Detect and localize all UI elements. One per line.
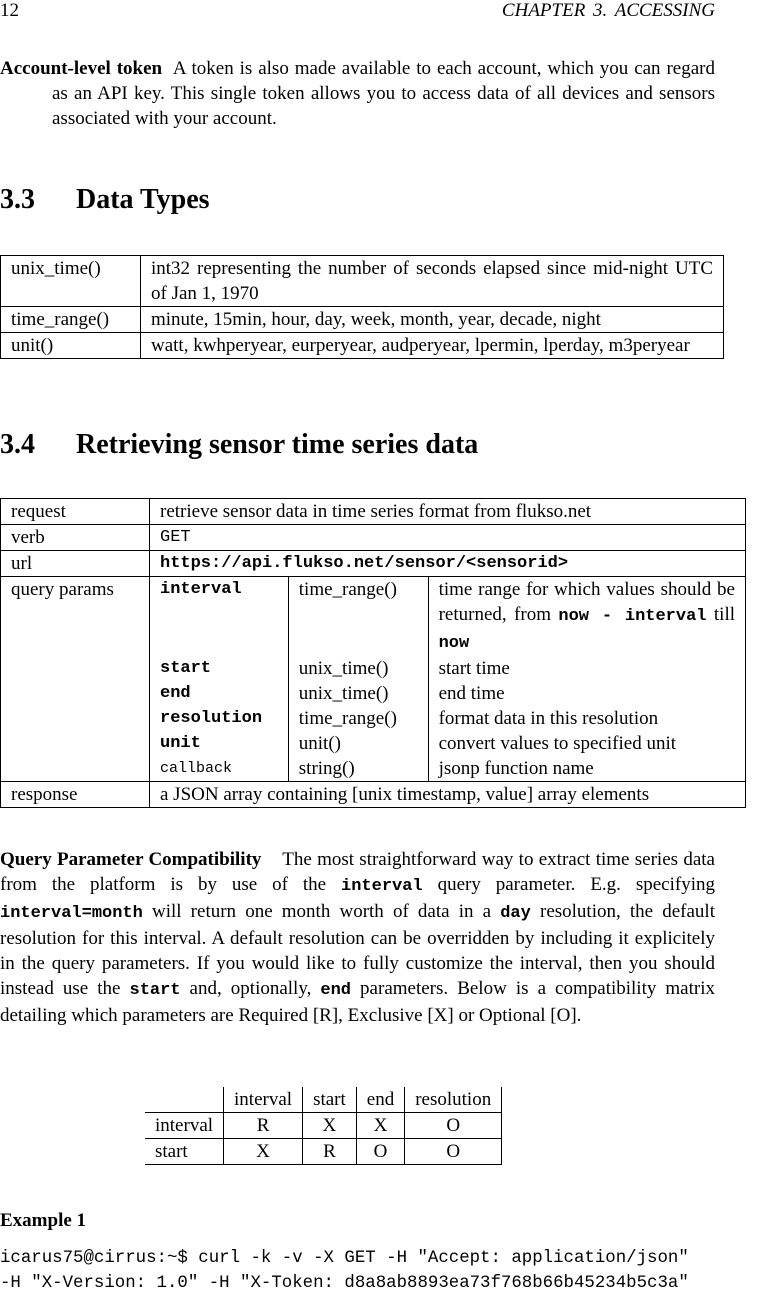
params-table <box>150 577 745 781</box>
matrix-header-row <box>145 1087 502 1113</box>
type-description: minute, 15min, hour, day, week, month, year, decade, night <box>141 307 724 333</box>
param-type: time_range() <box>288 706 428 731</box>
param-name: end <box>150 681 288 706</box>
section-heading-3-3 <box>0 184 210 216</box>
param-name: resolution <box>150 706 288 731</box>
section-title: Data Types <box>76 184 210 215</box>
inline-code: start <box>129 981 181 1000</box>
matrix-corner <box>145 1087 224 1113</box>
param-description <box>428 756 745 781</box>
param-row <box>150 681 745 706</box>
matrix-row-label: start <box>145 1139 224 1165</box>
text-segment: till <box>706 604 736 625</box>
matrix-cell: X <box>356 1113 404 1139</box>
inline-code: interval=month <box>0 904 143 923</box>
compatibility-matrix <box>145 1087 502 1165</box>
table-row <box>1 256 724 307</box>
param-type: string() <box>288 756 428 781</box>
running-header: CHAPTER 3. ACCESSING <box>501 0 715 21</box>
type-description: int32 representing the number of seconds elapsed since mid-night UTC of Jan 1, 1970 <box>141 256 724 307</box>
page-number: 12 <box>0 0 19 21</box>
matrix-cell: O <box>405 1113 502 1139</box>
response-value: a JSON array containing [unix timestamp, value] array elements <box>150 782 746 808</box>
matrix-cell: R <box>303 1139 357 1165</box>
matrix-cell: X <box>224 1139 303 1165</box>
matrix-cell: O <box>405 1139 502 1165</box>
param-type: unix_time() <box>288 681 428 706</box>
response-label: response <box>1 782 150 808</box>
section-number: 3.4 <box>0 429 35 460</box>
text-segment: convert values to specified unit <box>438 733 677 754</box>
matrix-cell: O <box>356 1139 404 1165</box>
text-segment: format data in this resolution <box>438 708 659 729</box>
data-types-table <box>0 255 724 359</box>
param-description <box>428 731 745 756</box>
request-value: retrieve sensor data in time series format from flukso.net <box>150 499 746 525</box>
table-row <box>1 307 724 333</box>
matrix-row <box>145 1113 502 1139</box>
param-name: start <box>150 656 288 681</box>
param-row <box>150 577 745 656</box>
type-name: unit() <box>1 333 141 359</box>
inline-code: now - interval <box>558 607 707 626</box>
verb-label: verb <box>1 525 150 551</box>
term: Account-level token <box>0 58 163 79</box>
matrix-column-header: resolution <box>405 1087 502 1113</box>
text-segment: resolution, the default resolution for this interval. A default resolution can be overridden by including it explicitely in the query parameters. If you would like to fully customize the interval, then you should instead use the <box>0 901 715 999</box>
type-name: time_range() <box>1 307 141 333</box>
param-type: unix_time() <box>288 656 428 681</box>
matrix-cell: R <box>224 1113 303 1139</box>
section-number: 3.3 <box>0 184 35 215</box>
params-label: query params <box>1 577 150 782</box>
code-line: -H "X-Version: 1.0" -H "X-Token: d8a8ab8893ea73f768b66b45234b5c3a" <box>0 1274 689 1293</box>
paragraph-heading: Query Parameter Compatibility <box>0 849 262 870</box>
type-description: watt, kwhperyear, eurperyear, audperyear, lpermin, lperday, m3peryear <box>141 333 724 359</box>
example-title: Example 1 <box>0 1210 87 1231</box>
text-segment: jsonp function name <box>438 758 594 779</box>
param-description <box>428 681 745 706</box>
inline-code: now <box>438 634 470 653</box>
example-code <box>0 1246 689 1296</box>
matrix-column-header: end <box>356 1087 404 1113</box>
matrix-column-header: start <box>303 1087 357 1113</box>
inline-code: interval <box>341 877 423 896</box>
text-segment: parameters. Below is a compatibility matrix detailing which parameters are Required [R], Exclusive [X] or Optional [O]. <box>0 978 716 1026</box>
section-title: Retrieving sensor time series data <box>76 429 479 460</box>
table-row <box>1 333 724 359</box>
account-token-definition <box>0 56 715 131</box>
param-name: unit <box>150 731 288 756</box>
param-row <box>150 756 745 781</box>
text-segment: end time <box>438 683 505 704</box>
api-table <box>0 498 746 808</box>
param-name: callback <box>150 756 288 781</box>
url-value: https://api.flukso.net/sensor/<sensorid> <box>150 551 746 577</box>
param-row <box>150 731 745 756</box>
code-line: icarus75@cirrus:~$ curl -k -v -X GET -H "Accept: application/json" <box>0 1249 689 1268</box>
param-name: interval <box>150 577 288 656</box>
param-description <box>428 577 745 656</box>
text-segment: query parameter. E.g. specifying <box>422 874 715 895</box>
text-segment: start time <box>438 658 510 679</box>
param-description <box>428 706 745 731</box>
type-name: unix_time() <box>1 256 141 307</box>
text-segment: and, optionally, <box>180 978 321 999</box>
definition-text: A token is also made available to each account, which you can regard as an API key. This single token allows you to access data of all devices and sensors associated with your account. <box>52 58 715 129</box>
matrix-column-header: interval <box>224 1087 303 1113</box>
inline-code: end <box>320 981 352 1000</box>
param-row <box>150 656 745 681</box>
url-label: url <box>1 551 150 577</box>
text-segment: The most straightforward way to extract time series data from the platform is by use of the <box>0 849 715 895</box>
matrix-row-label: interval <box>145 1113 224 1139</box>
text-segment: will return one month worth of data in a <box>142 901 501 922</box>
matrix-cell: X <box>303 1113 357 1139</box>
param-description <box>428 656 745 681</box>
section-heading-3-4 <box>0 429 478 461</box>
verb-value: GET <box>150 525 746 551</box>
param-type: unit() <box>288 731 428 756</box>
text-segment: time range for which values should be returned, from <box>438 579 735 625</box>
inline-code: day <box>500 904 531 923</box>
matrix-row <box>145 1139 502 1165</box>
compatibility-paragraph <box>0 847 715 1028</box>
param-type: time_range() <box>288 577 428 656</box>
request-label: request <box>1 499 150 525</box>
param-row <box>150 706 745 731</box>
